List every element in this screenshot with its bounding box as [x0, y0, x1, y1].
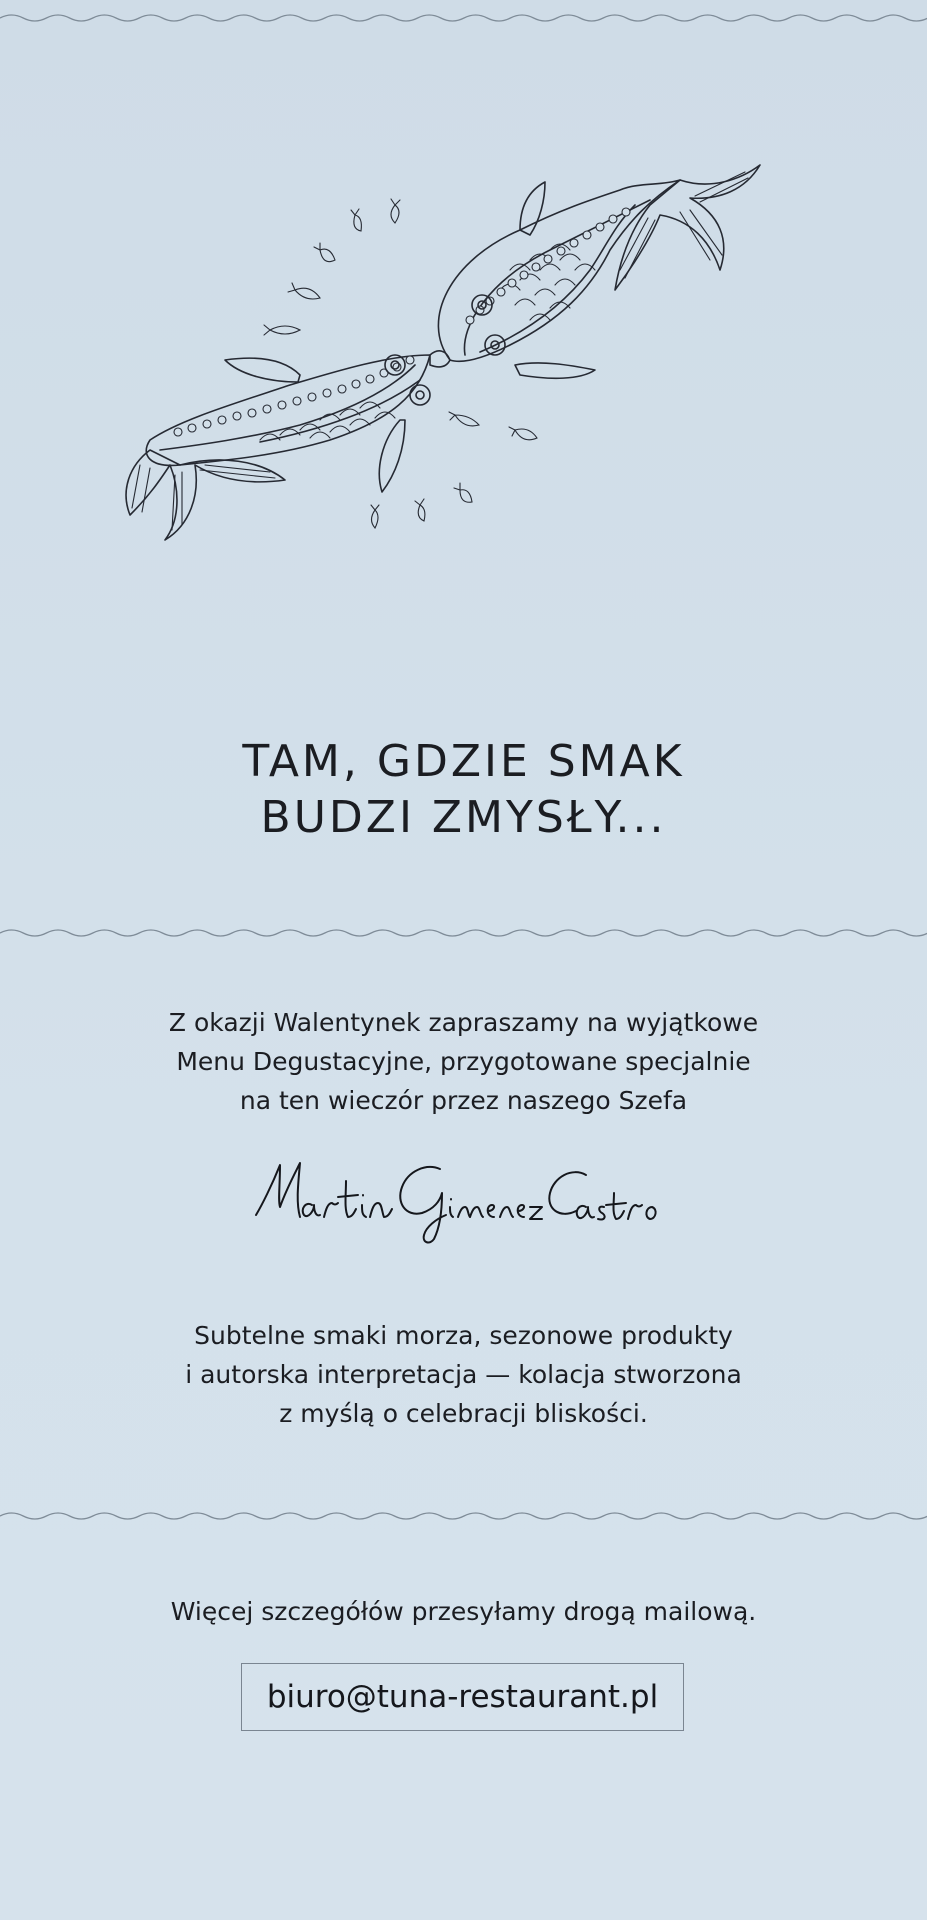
- invitation-line: na ten wieczór przez naszego Szefa: [239, 1086, 688, 1115]
- chef-signature: [250, 1145, 680, 1250]
- wave-divider-icon: [0, 1506, 927, 1526]
- email-link[interactable]: biuro@tuna-restaurant.pl: [241, 1663, 684, 1731]
- wave-divider-icon: [0, 8, 927, 28]
- headline-line-2: BUDZI ZMYSŁY...: [260, 792, 667, 843]
- headline-line-1: TAM, GDZIE SMAK: [242, 736, 685, 787]
- invitation-line: Menu Degustacyjne, przygotowane specjalnie: [176, 1047, 751, 1076]
- two-koi-fish-kissing-illustration: [120, 120, 810, 610]
- contact-note: [0, 1592, 927, 1631]
- contact-note-text: Więcej szczegółów przesyłamy drogą mailową.: [170, 1597, 757, 1626]
- wave-divider-icon: [0, 923, 927, 943]
- description-line: i autorska interpretacja — kolacja stworzona: [185, 1360, 742, 1389]
- description-line: Subtelne smaki morza, sezonowe produkty: [194, 1321, 733, 1350]
- invitation-line: Z okazji Walentynek zapraszamy na wyjątkowe: [168, 1008, 759, 1037]
- description-line: z myślą o celebracji bliskości.: [279, 1399, 648, 1428]
- headline: [0, 734, 927, 846]
- invitation-text: [0, 1003, 927, 1120]
- description-text: [0, 1316, 927, 1433]
